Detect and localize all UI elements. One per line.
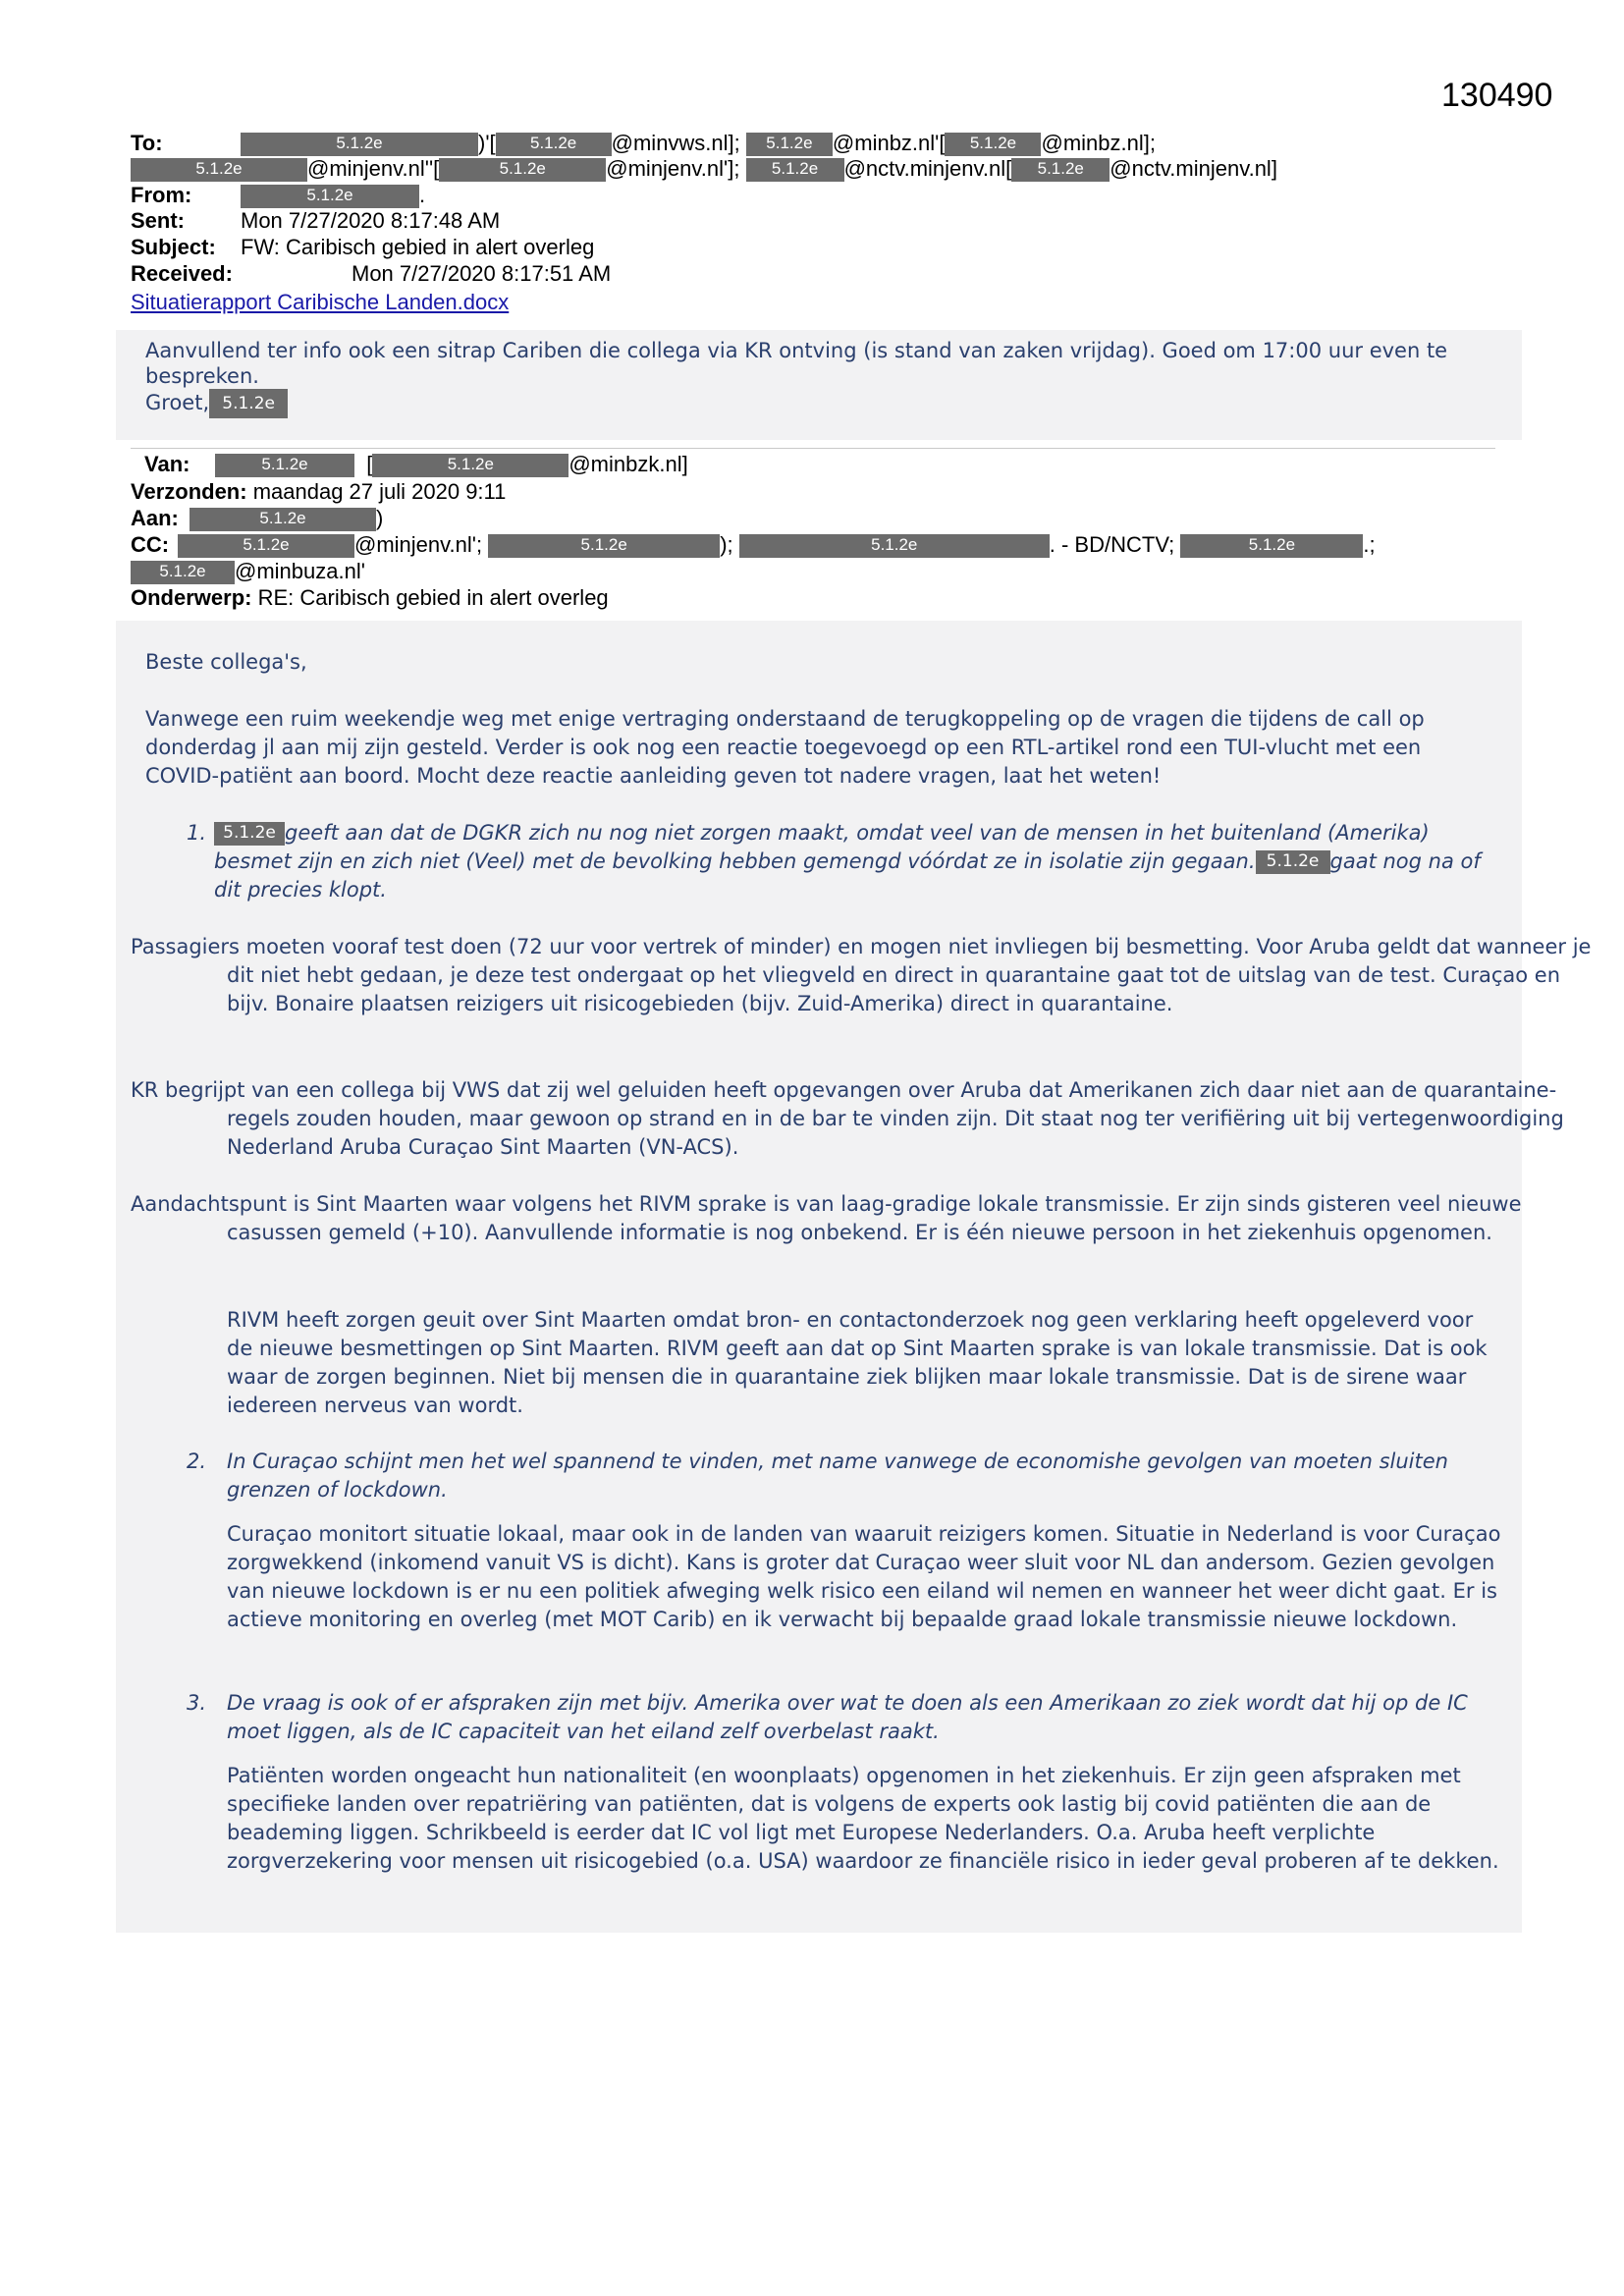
van-label: Van: bbox=[144, 452, 190, 476]
verzonden-value: maandag 27 juli 2020 9:11 bbox=[252, 479, 507, 504]
list-number-2: 2. bbox=[187, 1449, 207, 1473]
cc-line-2 bbox=[131, 559, 365, 584]
aan-label: Aan: bbox=[131, 506, 179, 530]
to-fragment: @nctv.minjenv.nl] bbox=[1110, 156, 1277, 181]
redaction-block: 5.1.2e bbox=[131, 561, 235, 584]
redaction-block: 5.1.2e bbox=[739, 534, 1050, 558]
to-label: To: bbox=[131, 131, 163, 155]
redaction-block: 5.1.2e bbox=[439, 158, 606, 182]
to-fragment: @minjenv.nl''[ bbox=[307, 156, 440, 181]
to-fragment: )'[ bbox=[478, 131, 496, 155]
redaction-block: 5.1.2e bbox=[496, 133, 612, 156]
answer-2: Curaçao monitort situatie lokaal, maar ook in de landen van waaruit reizigers komen. Situatie in Nederland is voor Curaçao zorgwekkend (inkomend vanuit VS is dicht). Kans is groter dat Curaçao weer sluit voor NL dan andersom. Gezien gevolgen van nieuwe lockdown is er nu een politiek afweging welk risico een eiland wil nemen en wanneer het weer dicht gaat. Er is actieve monitoring en overleg (met MOT Carib) en ik verwacht bij bepaalde graad lokale transmissie nieuwe lockdown. bbox=[227, 1522, 1501, 1631]
from-label: From: bbox=[131, 183, 192, 207]
intro-text: Aanvullend ter info ook een sitrap Cariben die collega via KR ontving (is stand van zaken vrijdag). Goed om 17:00 uur even te bespreken. bbox=[145, 339, 1448, 388]
to-line-1 bbox=[131, 131, 1156, 156]
to-fragment: @minbz.nl]; bbox=[1041, 131, 1156, 155]
redaction-block: 5.1.2e bbox=[214, 822, 285, 846]
sent-value: Mon 7/27/2020 8:17:48 AM bbox=[241, 208, 501, 233]
sent-label: Sent: bbox=[131, 208, 185, 233]
to-fragment: @minjenv.nl']; bbox=[606, 156, 740, 181]
to-fragment: @nctv.minjenv.nl[ bbox=[843, 156, 1012, 181]
received-value: Mon 7/27/2020 8:17:51 AM bbox=[352, 261, 612, 286]
subject-value: FW: Caribisch gebied in alert overleg bbox=[241, 235, 595, 259]
redaction-block: 5.1.2e bbox=[1256, 850, 1330, 874]
van-line: Van: 5.1.2e [ 5.1.2e @minbzk.nl] bbox=[131, 452, 688, 477]
aan-line: Aan: 5.1.2e ) bbox=[131, 506, 384, 530]
redaction-block: 5.1.2e bbox=[241, 133, 478, 156]
received-line bbox=[131, 261, 611, 287]
to-fragment: @minbz.nl'[ bbox=[832, 131, 946, 155]
onderwerp-label: Onderwerp: bbox=[131, 585, 252, 610]
salutation: Beste collega's, bbox=[145, 650, 307, 674]
cc-label: CC: bbox=[131, 532, 170, 557]
redaction-block: 5.1.2e bbox=[372, 454, 568, 477]
separator bbox=[131, 448, 1495, 449]
to-fragment: @minvws.nl]; bbox=[611, 131, 740, 155]
cc-fragment: ); bbox=[720, 532, 733, 557]
cc-fragment: . - BD/NCTV; bbox=[1049, 532, 1175, 557]
opening-paragraph: Vanwege een ruim weekendje weg met enige vertraging onderstaand de terugkoppeling op de vragen die tijdens de call op donderdag jl aan mij zijn gesteld. Verder is ook nog een reactie toegevoegd op een RTL-artikel rond een TUI-vlucht met een COVID-patiënt aan boord. Mocht deze reactie aanleiding geven tot nadere vragen, laat het weten! bbox=[145, 707, 1425, 788]
list-number-3: 3. bbox=[187, 1691, 207, 1715]
answer-1-paragraph-4: RIVM heeft zorgen geuit over Sint Maarten omdat bron- en contactonderzoek nog geen verklaring heeft opgeleverd voor de nieuwe besmettingen op Sint Maarten. RIVM geeft aan dat op Sint Maarten sprake is van lokale transmissie. Dat is ook waar de zorgen beginnen. Niet bij mensen die in quarantaine ziek blijken maar lokale transmissie. Dat is de sirene waar iedereen nerveus van wordt. bbox=[227, 1308, 1488, 1417]
verzonden-line bbox=[131, 479, 506, 505]
to-line-2 bbox=[131, 156, 1277, 182]
received-label: Received: bbox=[131, 261, 233, 286]
attachment-link[interactable]: Situatierapport Caribische Landen.docx bbox=[131, 290, 510, 314]
onderwerp-line bbox=[131, 585, 609, 611]
question-1-text: geeft aan dat de DGKR zich nu nog niet zorgen maakt, omdat veel van de mensen in het buitenland (Amerika) besmet zijn en zich niet (Veel) met de bevolking hebben gemengd vóórdat ze in isolatie zijn gegaan. bbox=[214, 821, 1430, 873]
question-1-text-end: gaat nog na of dit precies klopt. bbox=[214, 849, 1481, 902]
redaction-block: 5.1.2e bbox=[178, 534, 354, 558]
list-number-1: 1. bbox=[187, 821, 207, 845]
answer-1-paragraph-1: Passagiers moeten vooraf test doen (72 uur voor vertrek of minder) en mogen niet invliegen bij besmetting. Voor Aruba geldt dat wanneer je dit niet hebt gedaan, je deze test ondergaat op het vliegveld en direct in quarantaine gaat tot de uitslag van de test. Curaçao en bijv. Bonaire plaatsen reizigers uit risicogebieden (bijv. Zuid-Amerika) direct in quarantaine. bbox=[131, 935, 1592, 1015]
question-1 bbox=[214, 819, 1490, 904]
subject-line bbox=[131, 235, 594, 260]
redaction-block: 5.1.2e bbox=[1011, 158, 1110, 182]
redaction-block: 5.1.2e bbox=[746, 158, 844, 182]
redaction-block: 5.1.2e bbox=[131, 158, 307, 182]
cc-fragment: @minbuza.nl' bbox=[235, 559, 365, 583]
greeting: Groet, bbox=[145, 391, 210, 414]
document-number: 130490 bbox=[1441, 77, 1553, 114]
redaction-block: 5.1.2e bbox=[189, 508, 376, 531]
answer-1-paragraph-3: Aandachtspunt is Sint Maarten waar volgens het RIVM sprake is van laag-gradige lokale transmissie. Er zijn sinds gisteren veel nieuwe casussen gemeld (+10). Aanvullende informatie is nog onbekend. Er is één nieuwe persoon in het ziekenhuis opgenomen. bbox=[131, 1192, 1522, 1244]
question-2: In Curaçao schijnt men het wel spannend te vinden, met name vanwege de economishe gevolgen van moeten sluiten grenzen of lockdown. bbox=[227, 1449, 1448, 1502]
greeting-line bbox=[145, 389, 288, 418]
cc-line-1 bbox=[131, 532, 1376, 558]
answer-3: Patiënten worden ongeacht hun nationaliteit (en woonplaats) opgenomen in het ziekenhuis. Er zijn geen afspraken met specifieke landen over repatriëring van patiënten, dat is volgens de experts ook lastig bij covid patiënten die aan de beademing liggen. Schrikbeeld is eerder dat IC vol ligt met Europese Nederlanders. O.a. Aruba heeft verplichte zorgverzekering voor mensen uit risicogebied (o.a. USA) waardoor ze financiële risico in ieder geval proberen af te dekken. bbox=[227, 1764, 1499, 1873]
cc-fragment: @minjenv.nl'; bbox=[354, 532, 483, 557]
redaction-block: 5.1.2e bbox=[945, 133, 1041, 156]
verzonden-label: Verzonden: bbox=[131, 479, 247, 504]
question-3: De vraag is ook of er afspraken zijn met bijv. Amerika over wat te doen als een Amerikaan zo ziek wordt dat hij op de IC moet liggen, als de IC capaciteit van het eiland zelf overbelast raakt. bbox=[227, 1691, 1468, 1743]
van-email: @minbzk.nl] bbox=[568, 452, 688, 476]
subject-label: Subject: bbox=[131, 235, 216, 259]
answer-1-paragraph-2: KR begrijpt van een collega bij VWS dat zij wel geluiden heeft opgevangen over Aruba dat Amerikanen zich daar niet aan de quarantaine-regels zouden houden, maar gewoon op strand en in de bar te vinden zijn. Dit staat nog ter verifiëring uit bij vertegenwoordiging Nederland Aruba Curaçao Sint Maarten (VN-ACS). bbox=[131, 1078, 1564, 1159]
redaction-block: 5.1.2e bbox=[209, 389, 288, 418]
redaction-block: 5.1.2e bbox=[488, 534, 720, 558]
redaction-block: 5.1.2e bbox=[215, 454, 354, 477]
onderwerp-value: RE: Caribisch gebied in alert overleg bbox=[257, 585, 609, 610]
redaction-block: 5.1.2e bbox=[1180, 534, 1363, 558]
redaction-block: 5.1.2e bbox=[241, 185, 419, 208]
cc-fragment: .; bbox=[1363, 532, 1376, 557]
sent-line bbox=[131, 208, 500, 234]
redaction-block: 5.1.2e bbox=[746, 133, 833, 156]
from-line: From: 5.1.2e . bbox=[131, 183, 426, 207]
